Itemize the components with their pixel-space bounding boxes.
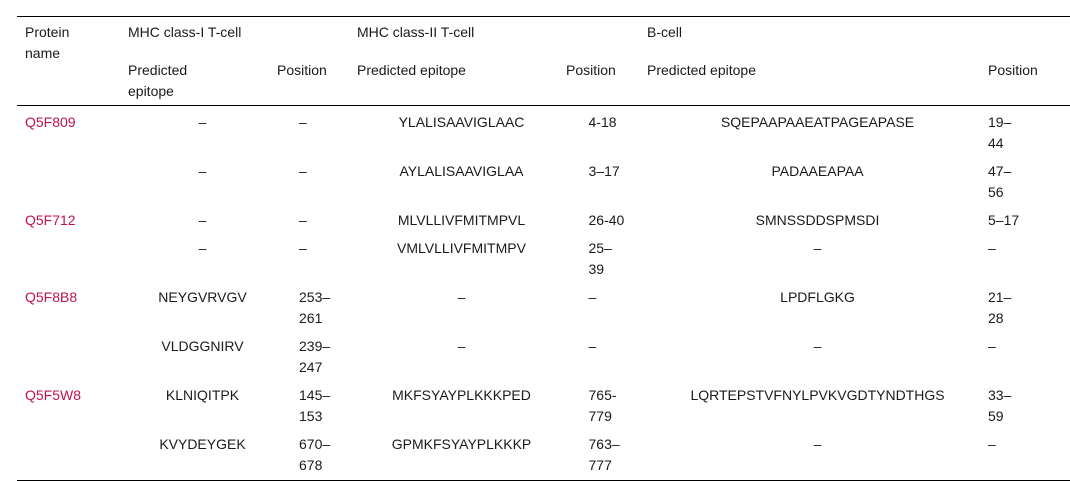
table-row	[17, 379, 1070, 428]
protein-name-cell: Q5F712	[25, 212, 76, 228]
table-row	[17, 155, 1070, 204]
mhc2-epitope-cell: GPMKFSYAYPLKKKP	[391, 436, 532, 452]
mhc2-epitope-cell: MLVLLIVFMITMPVL	[397, 212, 526, 228]
mhc1-epitope-cell: VLDGGNIRV	[161, 338, 244, 354]
b-epitope-cell: LPDFLGKG	[780, 289, 855, 305]
mhc1-position-cell: 239–247	[299, 338, 331, 375]
b-epitope-cell: –	[813, 240, 822, 256]
mhc2-epitope-cell: VMLVLLIVFMITMPV	[397, 240, 526, 256]
col-header-mhc2-position: Position	[566, 62, 616, 78]
col-header-mhc1: MHC class-I T-cell	[128, 17, 357, 55]
b-position-cell: 47–56	[988, 163, 1012, 200]
b-epitope-cell: LQRTEPSTVFNYLPVKVGDTYNDTHGS	[690, 387, 945, 403]
b-epitope-cell: SMNSSDDSPMSDI	[755, 212, 880, 228]
col-header-protein-name: Protein name	[17, 17, 128, 106]
protein-name-cell	[17, 232, 128, 281]
mhc1-epitope-cell: –	[198, 163, 207, 179]
col-header-b-position: Position	[988, 62, 1038, 78]
b-position-cell: –	[988, 436, 996, 452]
col-header-mhc2-epitope: Predicted epitope	[357, 62, 466, 78]
mhc1-epitope-cell: KLNIQITPK	[165, 387, 240, 403]
mhc2-position-cell: 25–39	[588, 240, 612, 277]
b-position-cell: –	[988, 240, 996, 256]
mhc2-epitope-cell: YLALISAAVIGLAAC	[398, 114, 525, 130]
col-header-b-epitope: Predicted epitope	[647, 62, 756, 78]
mhc2-position-cell: 765-779	[588, 387, 617, 424]
protein-name-cell	[17, 330, 128, 379]
b-position-cell: 5–17	[988, 212, 1020, 228]
mhc1-epitope-cell: KVYDEYGEK	[159, 436, 246, 452]
table-row	[17, 204, 1070, 232]
mhc2-position-cell: 4-18	[588, 114, 617, 130]
header-row-groups	[17, 17, 1070, 55]
protein-name-cell	[17, 155, 128, 204]
mhc1-position-cell: –	[299, 163, 307, 179]
table-row	[17, 106, 1070, 156]
mhc1-epitope-cell: –	[198, 240, 207, 256]
b-position-cell: –	[988, 338, 996, 354]
b-position-cell: 19–44	[988, 114, 1012, 151]
mhc2-epitope-cell: MKFSYAYPLKKKPED	[392, 387, 531, 403]
col-header-bcell: B-cell	[647, 17, 1070, 55]
mhc2-position-cell: 26-40	[588, 212, 625, 228]
mhc2-position-cell: –	[588, 338, 597, 354]
table-row	[17, 232, 1070, 281]
b-epitope-cell: SQEPAAPAAEATPAGEAPASE	[720, 114, 915, 130]
col-header-mhc1-position: Position	[277, 62, 327, 78]
mhc2-epitope-cell: –	[457, 289, 466, 305]
b-position-cell: 33–59	[988, 387, 1012, 424]
mhc1-epitope-cell: –	[198, 212, 207, 228]
mhc1-position-cell: 670–678	[299, 436, 331, 473]
mhc2-epitope-cell: –	[457, 338, 466, 354]
b-epitope-cell: –	[813, 436, 822, 452]
col-header-mhc2: MHC class-II T-cell	[357, 17, 647, 55]
mhc1-position-cell: 145–153	[299, 387, 331, 424]
mhc2-position-cell: –	[588, 289, 597, 305]
b-position-cell: 21–28	[988, 289, 1012, 326]
b-epitope-cell: –	[813, 338, 822, 354]
mhc2-position-cell: 763–777	[588, 436, 620, 473]
protein-name-cell: Q5F809	[25, 114, 76, 130]
b-epitope-cell: PADAAEAPAA	[771, 163, 864, 179]
col-header-mhc1-epitope: Predicted epitope	[128, 62, 188, 99]
table-row	[17, 428, 1070, 481]
mhc1-position-cell: 253–261	[299, 289, 331, 326]
mhc1-position-cell: –	[299, 212, 307, 228]
mhc1-epitope-cell: –	[198, 114, 207, 130]
mhc1-position-cell: –	[299, 114, 307, 130]
protein-name-cell: Q5F8B8	[25, 289, 78, 305]
mhc2-position-cell: 3–17	[588, 163, 620, 179]
protein-name-cell	[17, 428, 128, 481]
table-row	[17, 281, 1070, 330]
mhc1-position-cell: –	[299, 240, 307, 256]
protein-name-cell: Q5F5W8	[25, 387, 82, 403]
header-row-sub	[17, 54, 1070, 106]
table-row	[17, 330, 1070, 379]
epitope-table	[17, 16, 1070, 481]
mhc2-epitope-cell: AYLALISAAVIGLAA	[399, 163, 524, 179]
mhc1-epitope-cell: NEYGVRVGV	[158, 289, 247, 305]
